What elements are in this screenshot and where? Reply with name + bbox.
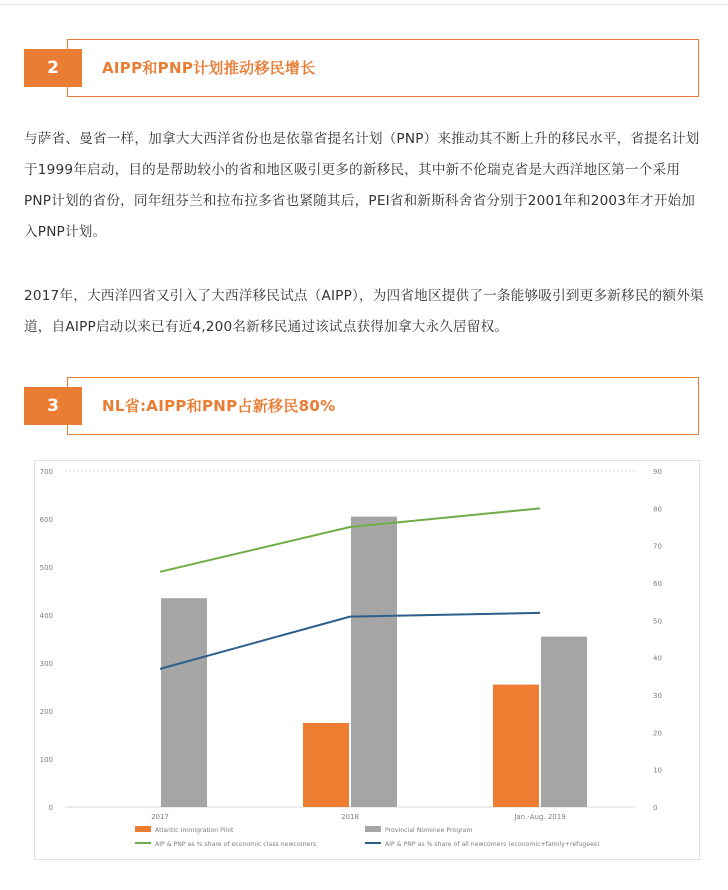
y2-tick-label: 20 (653, 729, 662, 738)
y2-tick-label: 40 (653, 654, 662, 663)
immigration-chart (34, 460, 700, 860)
section-3-title: NL省:AIPP和PNP占新移民80% (102, 397, 336, 415)
legend-swatch (135, 826, 151, 832)
y-tick-label: 100 (39, 756, 53, 764)
legend-label: AIP & PNP as % share of all newcomers (economic+family+refugees) (385, 841, 600, 848)
bar (541, 637, 587, 807)
top-divider (0, 4, 728, 5)
y2-tick-label: 30 (653, 692, 662, 700)
section-2-title: AIPP和PNP计划推动移民增长 (102, 59, 316, 77)
chart-svg (35, 461, 699, 859)
legend-label: Provincial Nominee Program (385, 827, 473, 834)
y-tick-label: 400 (39, 612, 53, 620)
y-tick-label: 700 (39, 468, 53, 476)
legend-label: Atlantic Immigration Pilot (155, 827, 234, 834)
paragraph-2: 2017年，大西洋四省又引入了大西洋移民试点（AIPP），为四省地区提供了一条能够吸引到更多新移民的额外渠道，自AIPP启动以来已有近4,200名新移民通过该试点获得加拿大永久居留权。 (24, 288, 704, 335)
x-tick-label: Jan.-Aug. 2019 (514, 813, 566, 821)
y-tick-label: 0 (48, 804, 53, 812)
section-2-number: 2 (24, 49, 82, 87)
section-3-header (67, 377, 699, 435)
y2-tick-label: 80 (653, 505, 662, 514)
legend-swatch (365, 826, 381, 832)
section-2-header (67, 39, 699, 97)
y-tick-label: 600 (39, 516, 53, 524)
y2-tick-label: 90 (653, 468, 662, 476)
bar (161, 598, 207, 807)
x-tick-label: 2018 (341, 813, 359, 821)
y2-tick-label: 10 (653, 766, 662, 775)
y-tick-label: 200 (39, 708, 53, 716)
y-tick-label: 500 (39, 564, 53, 572)
y2-tick-label: 60 (653, 580, 662, 588)
y2-tick-label: 50 (653, 617, 662, 626)
bar (493, 685, 539, 807)
paragraph-1: 与萨省、曼省一样，加拿大大西洋省份也是依靠省提名计划（PNP）来推动其不断上升的移民水平，省提名计划于1999年启动，目的是帮助较小的省和地区吸引更多的新移民，其中新不伦瑞克省是大西洋地区第一个采用PNP计划的省份，同年纽芬兰和拉布拉多省也紧随其后，PEI省和新斯科舍省分别于2001年和2003年才开始加入PNP计划。 (24, 131, 700, 240)
x-tick-label: 2017 (151, 813, 169, 821)
series-line (160, 508, 540, 571)
y-tick-label: 300 (39, 660, 53, 668)
y2-tick-label: 0 (653, 804, 658, 812)
bar (351, 517, 397, 807)
y2-tick-label: 70 (653, 542, 662, 551)
series-line (160, 613, 540, 669)
legend-label: AIP & PNP as % share of economic class newcomers (155, 841, 317, 848)
section-3-number: 3 (24, 387, 82, 425)
bar (303, 723, 349, 807)
